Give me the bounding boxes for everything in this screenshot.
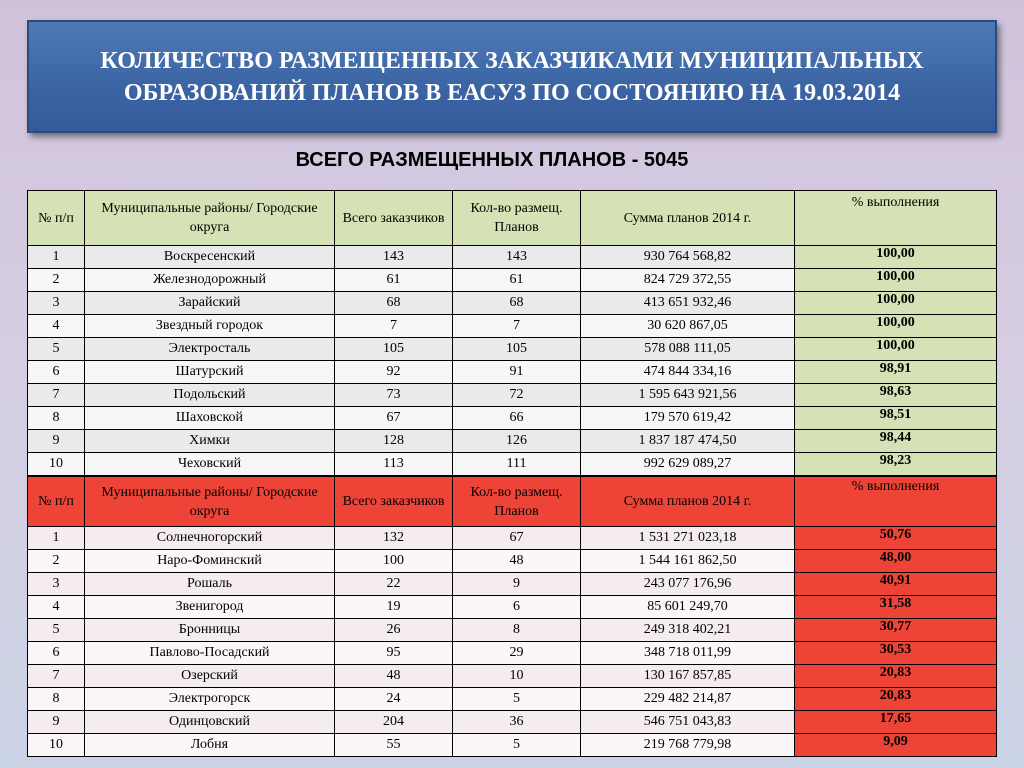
cell-placed: 8 [453, 619, 581, 642]
col-header-num: № п/п [28, 191, 85, 246]
table-row [28, 430, 997, 453]
cell-num: 3 [28, 573, 85, 596]
cell-district: Химки [85, 430, 335, 453]
cell-num: 2 [28, 550, 85, 573]
table-row [28, 734, 997, 757]
title-banner [27, 20, 997, 133]
cell-district: Шатурский [85, 361, 335, 384]
cell-customers: 95 [335, 642, 453, 665]
cell-num: 10 [28, 453, 85, 476]
cell-sum: 249 318 402,21 [581, 619, 795, 642]
table-header-row [28, 191, 997, 246]
cell-sum: 243 077 176,96 [581, 573, 795, 596]
cell-num: 9 [28, 711, 85, 734]
cell-customers: 67 [335, 407, 453, 430]
cell-district: Железнодорожный [85, 269, 335, 292]
cell-sum: 930 764 568,82 [581, 246, 795, 269]
cell-customers: 128 [335, 430, 453, 453]
cell-sum: 130 167 857,85 [581, 665, 795, 688]
cell-customers: 100 [335, 550, 453, 573]
table-row [28, 338, 997, 361]
col-header-sum: Сумма планов 2014 г. [581, 191, 795, 246]
cell-sum: 824 729 372,55 [581, 269, 795, 292]
cell-customers: 68 [335, 292, 453, 315]
cell-pct: 98,51 [795, 407, 997, 430]
table-row [28, 550, 997, 573]
cell-sum: 85 601 249,70 [581, 596, 795, 619]
table-row [28, 384, 997, 407]
cell-pct: 100,00 [795, 246, 997, 269]
table-row [28, 711, 997, 734]
cell-customers: 55 [335, 734, 453, 757]
cell-num: 8 [28, 407, 85, 430]
table-row [28, 642, 997, 665]
cell-pct: 30,77 [795, 619, 997, 642]
cell-placed: 91 [453, 361, 581, 384]
cell-num: 6 [28, 361, 85, 384]
cell-customers: 132 [335, 527, 453, 550]
cell-placed: 66 [453, 407, 581, 430]
table-header-row [28, 477, 997, 527]
cell-placed: 9 [453, 573, 581, 596]
cell-sum: 348 718 011,99 [581, 642, 795, 665]
cell-district: Звездный городок [85, 315, 335, 338]
col-header-placed: Кол-во размещ. Планов [453, 477, 581, 527]
cell-placed: 10 [453, 665, 581, 688]
table-row [28, 453, 997, 476]
cell-district: Наро-Фоминский [85, 550, 335, 573]
cell-placed: 126 [453, 430, 581, 453]
cell-placed: 68 [453, 292, 581, 315]
cell-placed: 61 [453, 269, 581, 292]
cell-sum: 30 620 867,05 [581, 315, 795, 338]
table-row [28, 573, 997, 596]
cell-num: 9 [28, 430, 85, 453]
cell-placed: 105 [453, 338, 581, 361]
cell-customers: 22 [335, 573, 453, 596]
col-header-sum: Сумма планов 2014 г. [581, 477, 795, 527]
cell-district: Звенигород [85, 596, 335, 619]
cell-num: 4 [28, 596, 85, 619]
cell-customers: 105 [335, 338, 453, 361]
top-performers-table [27, 190, 997, 476]
cell-district: Рошаль [85, 573, 335, 596]
col-header-pct: % выполнения [795, 477, 997, 527]
table-row [28, 292, 997, 315]
cell-num: 7 [28, 665, 85, 688]
cell-district: Электросталь [85, 338, 335, 361]
cell-placed: 111 [453, 453, 581, 476]
cell-pct: 50,76 [795, 527, 997, 550]
cell-num: 3 [28, 292, 85, 315]
cell-num: 8 [28, 688, 85, 711]
table-row [28, 619, 997, 642]
cell-placed: 7 [453, 315, 581, 338]
table-row [28, 315, 997, 338]
cell-sum: 1 837 187 474,50 [581, 430, 795, 453]
cell-sum: 1 544 161 862,50 [581, 550, 795, 573]
cell-customers: 92 [335, 361, 453, 384]
cell-placed: 29 [453, 642, 581, 665]
table-row [28, 665, 997, 688]
cell-num: 4 [28, 315, 85, 338]
cell-district: Зарайский [85, 292, 335, 315]
cell-district: Озерский [85, 665, 335, 688]
cell-pct: 98,23 [795, 453, 997, 476]
cell-customers: 143 [335, 246, 453, 269]
table-row [28, 527, 997, 550]
cell-customers: 26 [335, 619, 453, 642]
cell-sum: 1 595 643 921,56 [581, 384, 795, 407]
col-header-customers: Всего заказчиков [335, 191, 453, 246]
table-row [28, 688, 997, 711]
cell-district: Бронницы [85, 619, 335, 642]
cell-customers: 7 [335, 315, 453, 338]
cell-pct: 31,58 [795, 596, 997, 619]
cell-customers: 24 [335, 688, 453, 711]
col-header-district: Муниципальные районы/ Городские округа [85, 191, 335, 246]
col-header-num: № п/п [28, 477, 85, 527]
cell-num: 10 [28, 734, 85, 757]
cell-placed: 143 [453, 246, 581, 269]
cell-pct: 48,00 [795, 550, 997, 573]
cell-customers: 48 [335, 665, 453, 688]
col-header-placed: Кол-во размещ. Планов [453, 191, 581, 246]
cell-district: Воскресенский [85, 246, 335, 269]
cell-num: 2 [28, 269, 85, 292]
cell-customers: 113 [335, 453, 453, 476]
cell-sum: 413 651 932,46 [581, 292, 795, 315]
cell-num: 5 [28, 619, 85, 642]
cell-sum: 1 531 271 023,18 [581, 527, 795, 550]
cell-placed: 5 [453, 688, 581, 711]
table-row [28, 596, 997, 619]
cell-num: 5 [28, 338, 85, 361]
cell-placed: 6 [453, 596, 581, 619]
cell-sum: 219 768 779,98 [581, 734, 795, 757]
cell-pct: 100,00 [795, 338, 997, 361]
cell-pct: 17,65 [795, 711, 997, 734]
cell-num: 1 [28, 246, 85, 269]
cell-district: Электрогорск [85, 688, 335, 711]
cell-pct: 20,83 [795, 665, 997, 688]
cell-pct: 98,44 [795, 430, 997, 453]
cell-customers: 19 [335, 596, 453, 619]
cell-district: Солнечногорский [85, 527, 335, 550]
cell-sum: 474 844 334,16 [581, 361, 795, 384]
cell-district: Павлово-Посадский [85, 642, 335, 665]
cell-pct: 98,91 [795, 361, 997, 384]
cell-placed: 72 [453, 384, 581, 407]
cell-district: Лобня [85, 734, 335, 757]
cell-customers: 61 [335, 269, 453, 292]
cell-pct: 40,91 [795, 573, 997, 596]
cell-sum: 229 482 214,87 [581, 688, 795, 711]
cell-pct: 30,53 [795, 642, 997, 665]
col-header-district: Муниципальные районы/ Городские округа [85, 477, 335, 527]
cell-placed: 5 [453, 734, 581, 757]
cell-district: Одинцовский [85, 711, 335, 734]
col-header-pct: % выполнения [795, 191, 997, 246]
table-row [28, 246, 997, 269]
cell-customers: 204 [335, 711, 453, 734]
cell-num: 1 [28, 527, 85, 550]
cell-sum: 179 570 619,42 [581, 407, 795, 430]
cell-customers: 73 [335, 384, 453, 407]
cell-district: Шаховской [85, 407, 335, 430]
cell-num: 7 [28, 384, 85, 407]
cell-district: Чеховский [85, 453, 335, 476]
cell-sum: 546 751 043,83 [581, 711, 795, 734]
total-plans-subtitle: ВСЕГО РАЗМЕЩЕННЫХ ПЛАНОВ - 5045 [295, 149, 689, 171]
page-title: КОЛИЧЕСТВО РАЗМЕЩЕННЫХ ЗАКАЗЧИКАМИ МУНИЦИПАЛЬНЫХ ОБРАЗОВАНИЙ ПЛАНОВ В ЕАСУЗ ПО СОСТОЯНИЮ НА 19.03.2014 [100, 47, 924, 106]
table-row [28, 407, 997, 430]
cell-placed: 67 [453, 527, 581, 550]
cell-pct: 98,63 [795, 384, 997, 407]
bottom-performers-table [27, 476, 997, 757]
cell-sum: 992 629 089,27 [581, 453, 795, 476]
cell-sum: 578 088 111,05 [581, 338, 795, 361]
cell-district: Подольский [85, 384, 335, 407]
table-row [28, 361, 997, 384]
cell-placed: 48 [453, 550, 581, 573]
table-row [28, 269, 997, 292]
cell-pct: 9,09 [795, 734, 997, 757]
col-header-customers: Всего заказчиков [335, 477, 453, 527]
cell-pct: 100,00 [795, 292, 997, 315]
cell-pct: 20,83 [795, 688, 997, 711]
cell-pct: 100,00 [795, 269, 997, 292]
cell-num: 6 [28, 642, 85, 665]
cell-placed: 36 [453, 711, 581, 734]
cell-pct: 100,00 [795, 315, 997, 338]
